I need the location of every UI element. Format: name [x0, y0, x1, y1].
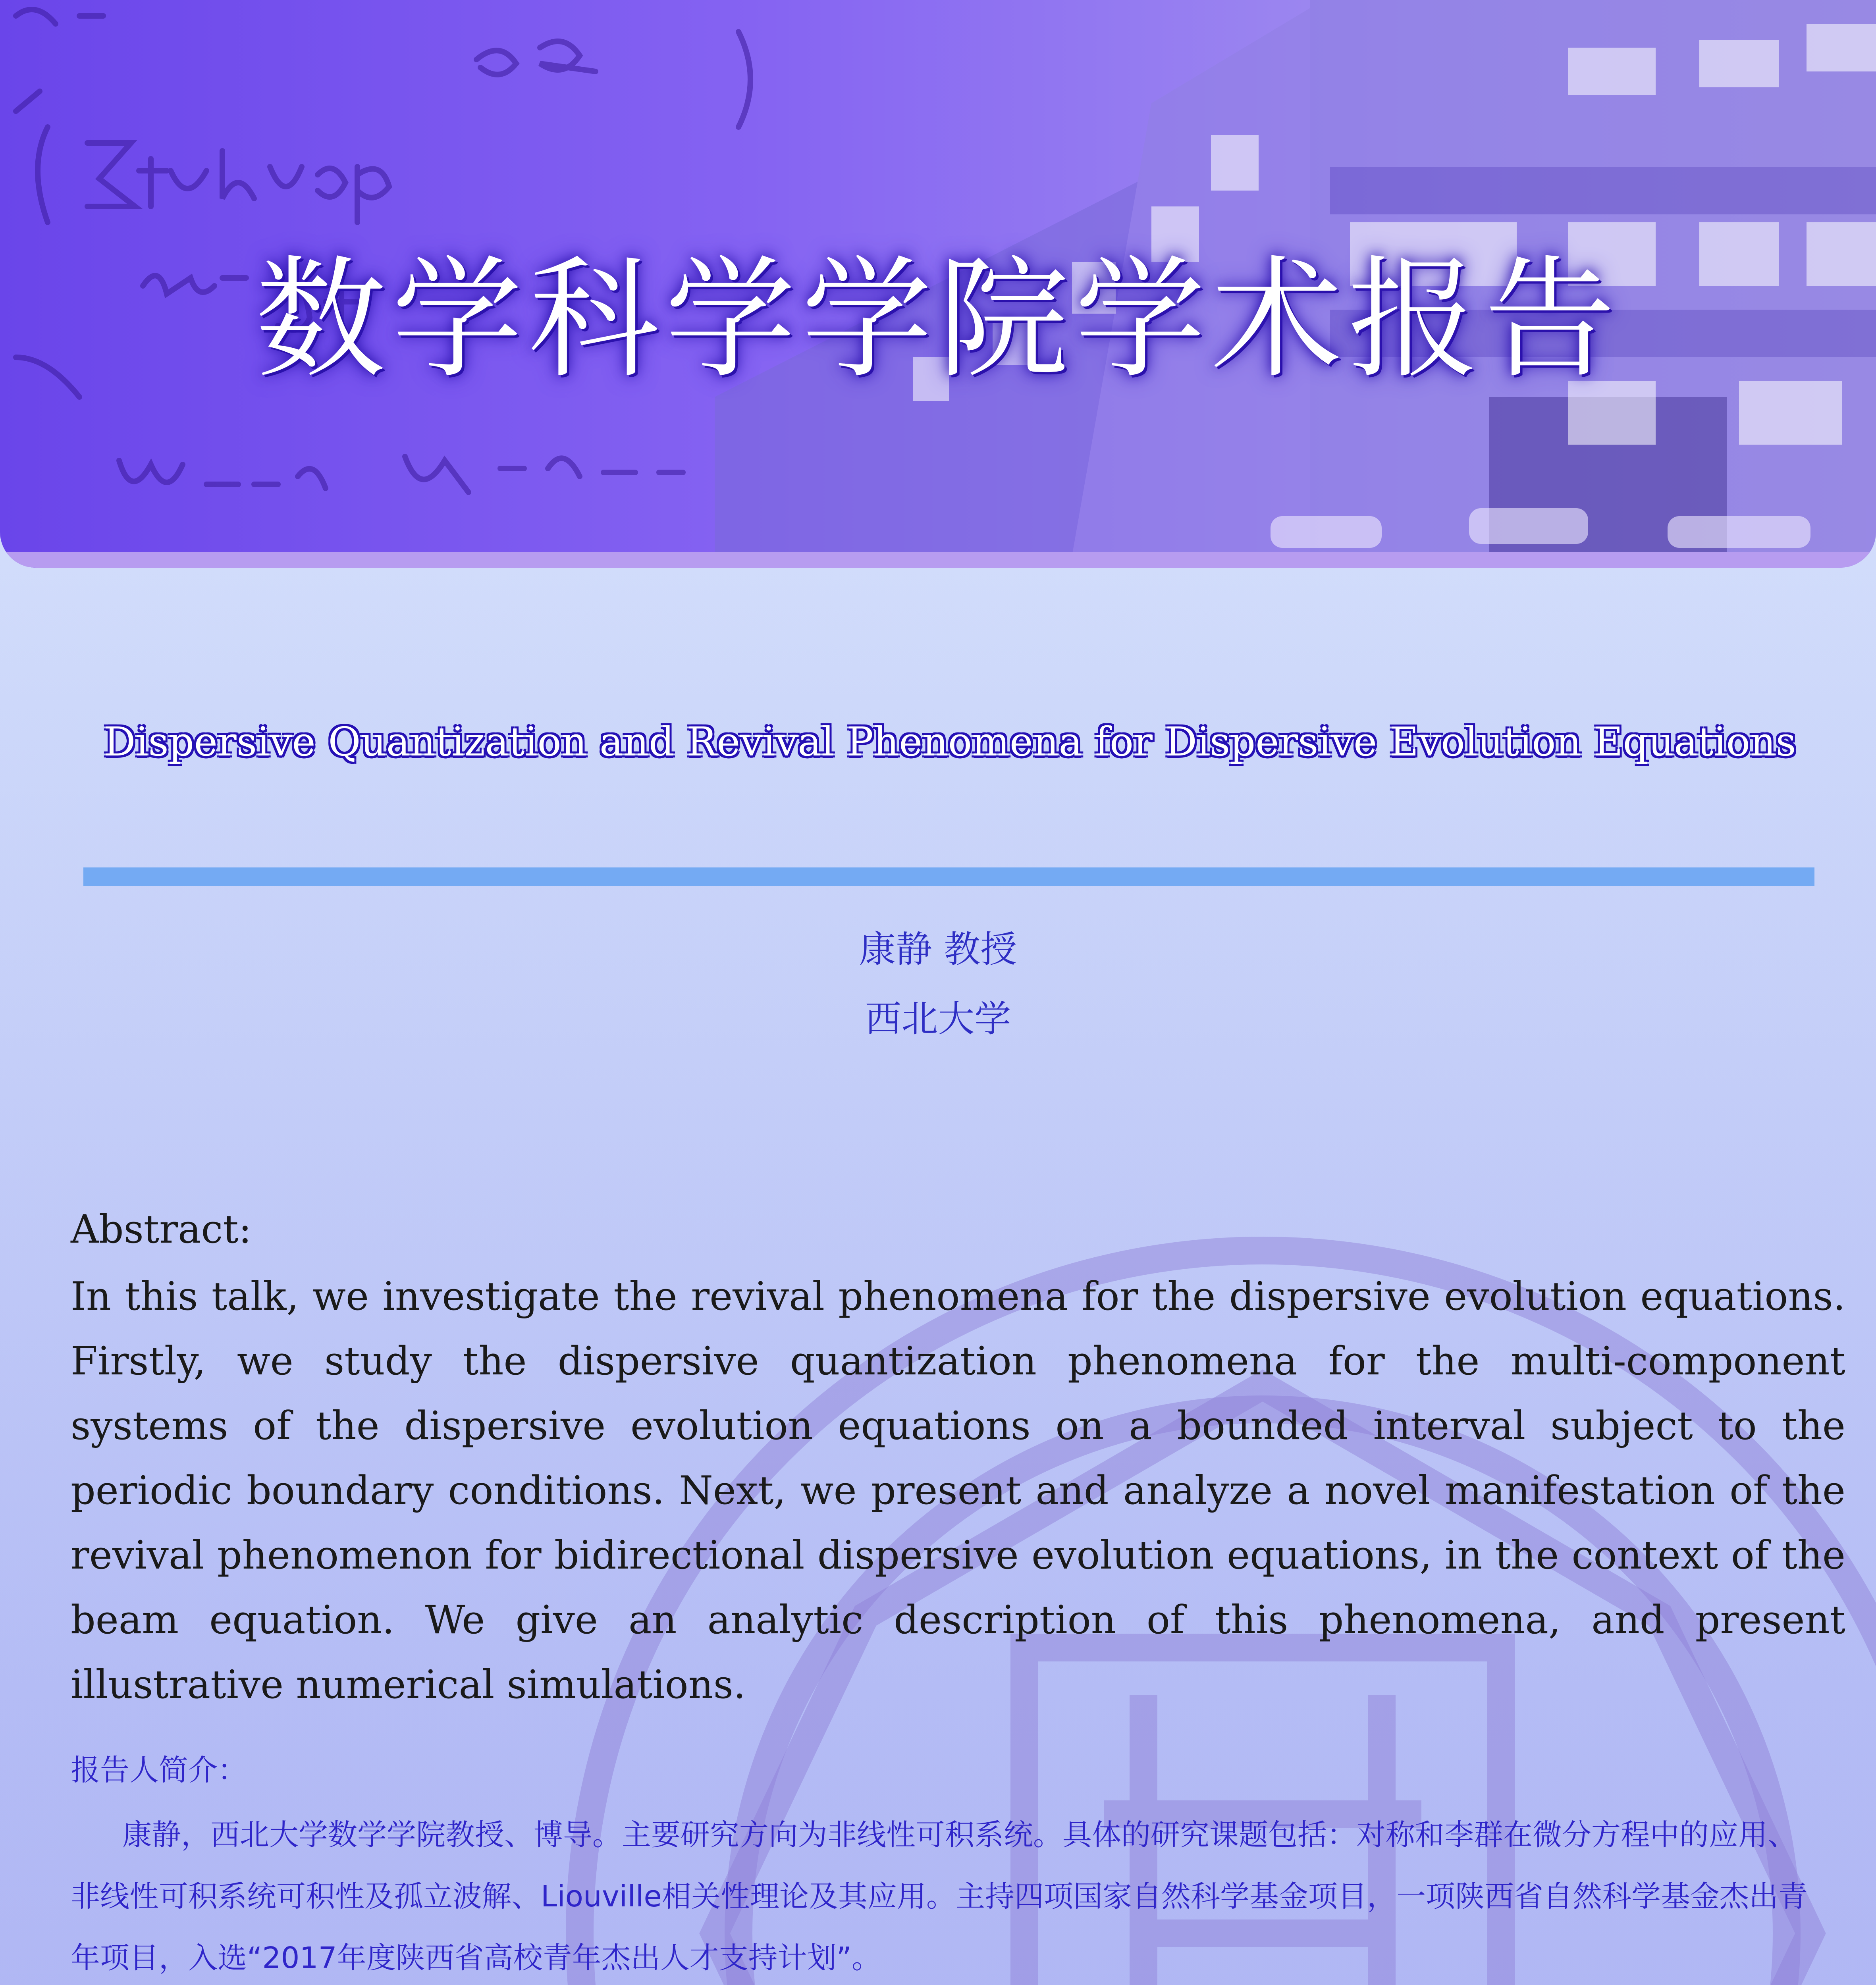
talk-title: Dispersive Quantization and Revival Phenomena for Dispersive Evolution Equations — [104, 719, 1796, 765]
bio-text: 康静，西北大学数学学院教授、博导。主要研究方向为非线性可积系统。具体的研究课题包括：对称和李群在微分方程中的应用、非线性可积系统可积性及孤立波解、Liouville相关性理论及其应用。主持四项国家自然科学基金项目，一项陕西省自然科学基金杰出青年项目，入选“2017年度陕西省高校青年杰出人才支持计划”。 — [71, 1818, 1808, 1975]
header-title: 数学科学学院学术报告 — [255, 243, 1621, 396]
speaker-name: 康静 教授 — [859, 928, 1017, 971]
abstract-text: In this talk, we investigate the revival phenomena for the dispersive evolution equations. Firstly, we study the dispersive quantization phenomena for the multi-component systems of the dispersive evolution equations on a bounded interval subject to the periodic boundary conditions. Next, we present and analyze a novel manifestation of the revival phenomenon for bidirectional dispersive evolution equations, in the context of the beam equation. We give an analytic description of this phenomena, and present illustrative numerical simulations. — [71, 1274, 1845, 1707]
header-banner — [0, 0, 1876, 568]
bio-label: 报告人简介： — [71, 1753, 247, 1787]
title-divider — [83, 867, 1814, 886]
speaker-affiliation: 西北大学 — [865, 998, 1011, 1040]
abstract-label: Abstract: — [71, 1207, 252, 1252]
